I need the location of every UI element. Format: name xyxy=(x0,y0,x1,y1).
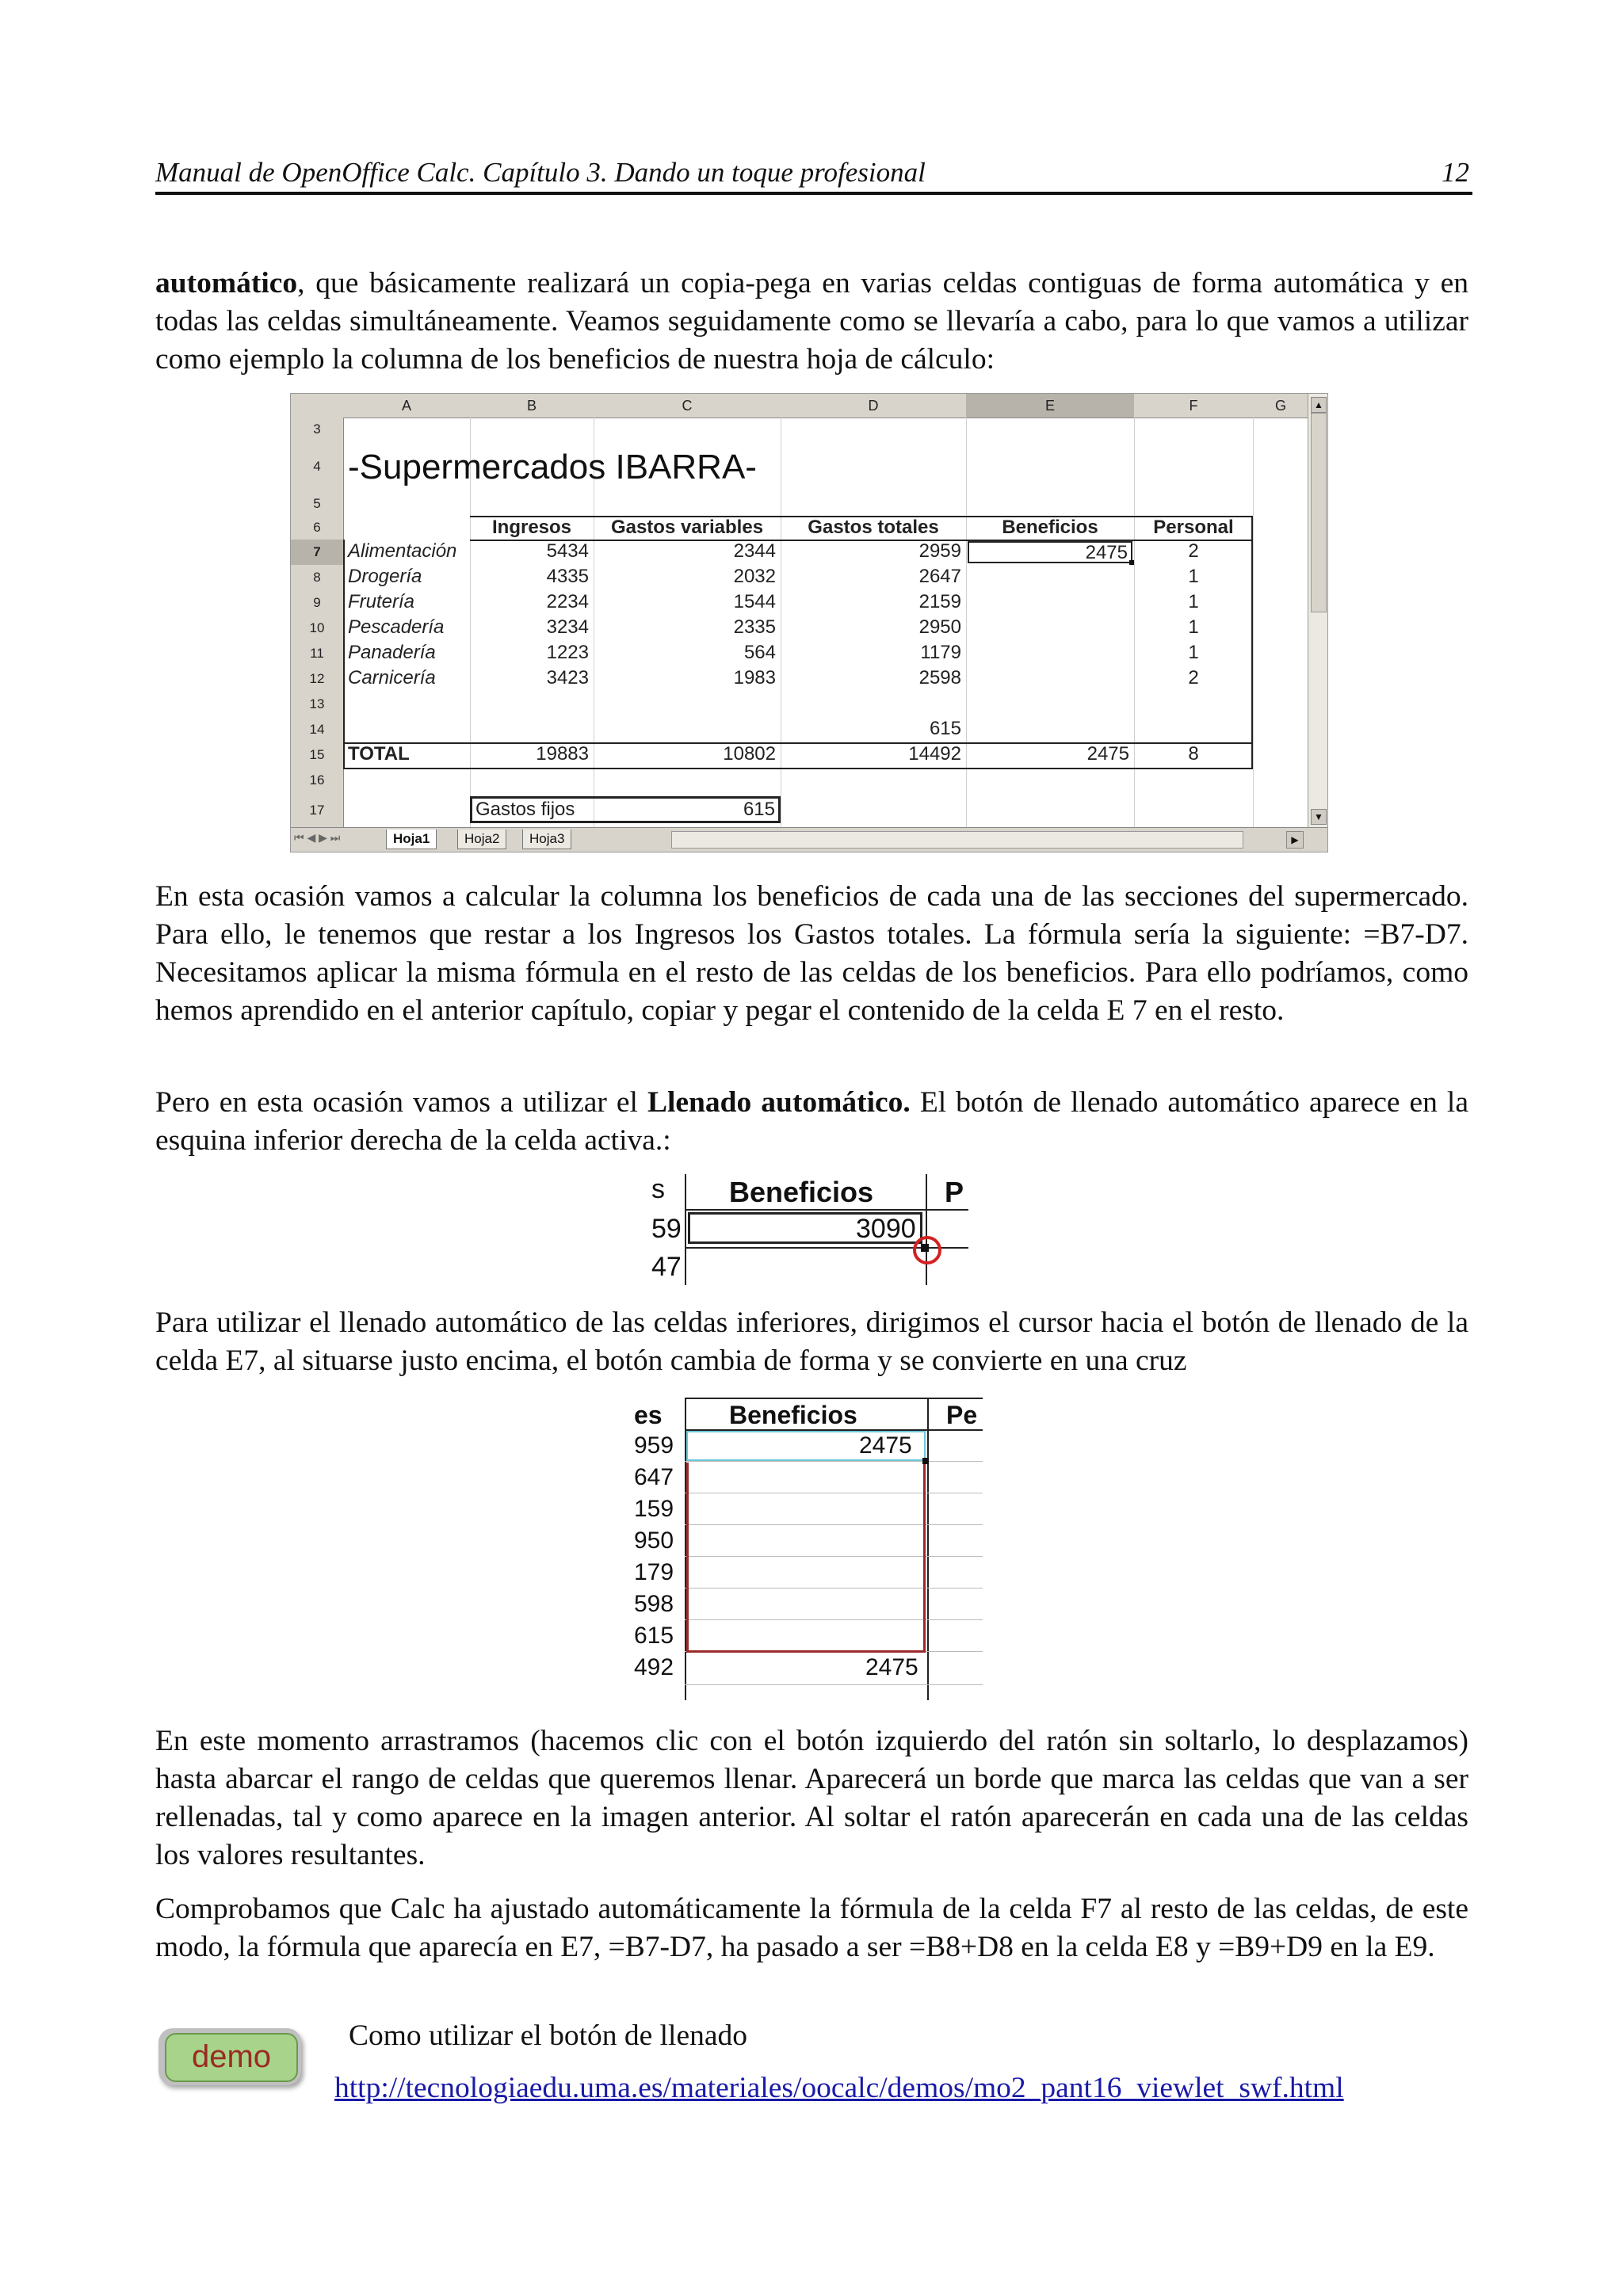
row-header: 3 xyxy=(291,418,344,442)
row-header: 4 xyxy=(291,441,344,493)
cell-personal: 1 xyxy=(1188,566,1199,587)
demo-link[interactable]: http://tecnologiaedu.uma.es/materiales/oocalc/demos/mo2_pant16_viewlet_swf.html xyxy=(334,2072,1344,2104)
row-header: 10 xyxy=(291,616,344,642)
header-cell: Gastos totales xyxy=(808,517,939,538)
cell-ingresos: 3423 xyxy=(546,667,589,688)
header-cell: Ingresos xyxy=(491,517,572,538)
cell-gastos-fijos-ref: 615 xyxy=(929,718,961,739)
beneficios-header: Beneficios xyxy=(729,1176,874,1208)
total-beneficios: 2475 xyxy=(1086,743,1129,765)
active-cell-value: 2475 xyxy=(859,1432,912,1459)
demo-caption: Como utilizar el botón de llenado xyxy=(349,2019,748,2052)
cell-gastos-totales: 2950 xyxy=(918,616,961,638)
row-header: 9 xyxy=(291,590,344,616)
total-label: TOTAL xyxy=(348,743,410,765)
page-number: 12 xyxy=(1442,157,1469,188)
row-label: Frutería xyxy=(348,591,415,612)
left-edge-text: s xyxy=(651,1174,665,1204)
cell-ingresos: 5434 xyxy=(546,540,589,562)
cell-ingresos: 3234 xyxy=(546,616,589,638)
tab-hoja2[interactable]: Hoja2 xyxy=(457,830,506,849)
tab-hoja1[interactable]: Hoja1 xyxy=(386,830,437,849)
scroll-up-icon[interactable]: ▲ xyxy=(1311,397,1327,413)
sheet-title: -Supermercados IBARRA- xyxy=(348,448,757,486)
fill-range-border xyxy=(686,1463,926,1653)
grid-line xyxy=(685,1684,983,1685)
total-gastos-variables: 10802 xyxy=(723,743,776,765)
left-value: 492 xyxy=(634,1654,674,1680)
left-value: 179 xyxy=(634,1559,674,1585)
col-header-e: E xyxy=(966,394,1135,418)
bold-term: automático xyxy=(155,267,298,299)
active-cell-value: 3090 xyxy=(856,1214,916,1244)
fill-handle[interactable] xyxy=(922,1458,929,1464)
paragraph-cursor: Para utilizar el llenado automático de las celdas inferiores, dirigimos el cursor hacia el botón de llenado de la celda E7, al situarse justo encima, el botón cambia de forma y se convierte en una cruz xyxy=(155,1306,1468,1377)
cell-personal: 1 xyxy=(1188,642,1199,663)
cell-gastos-variables: 2032 xyxy=(733,566,776,587)
row-header: 12 xyxy=(291,666,344,692)
row-header: 13 xyxy=(291,692,344,718)
fill-handle[interactable] xyxy=(921,1244,929,1252)
paragraph-drag: En este momento arrastramos (hacemos clic con el botón izquierdo del ratón sin soltarlo, lo desplazamos) hasta abarcar el rango de celdas que queremos llenar. Aparecerá un borde que marca las celdas que van a ser rellenadas, tal y como aparece en la imagen anterior. Al soltar el ratón aparecerán en cada una de las celdas los valores resultantes. xyxy=(155,1725,1468,1871)
row-header: 14 xyxy=(291,717,344,743)
cell-gastos-totales: 2647 xyxy=(918,566,961,587)
row-header: 5 xyxy=(291,492,344,517)
bold-term: Llenado automático. xyxy=(647,1086,911,1119)
col-header-f: F xyxy=(1134,394,1254,418)
paragraph-text: , que básicamente realizará un copia-pega en varias celdas contiguas de forma automática y en todas las celdas simultáneamente. Veamos seguidamente como se llevaría a cabo, para lo que vamos a utilizar como ejemplo la columna de los beneficios de nuestra hoja de cálculo: xyxy=(155,267,1468,376)
left-value: 959 xyxy=(634,1432,674,1459)
page-header xyxy=(155,154,1472,195)
table-border xyxy=(1251,516,1253,769)
cell-ingresos: 2234 xyxy=(546,591,589,612)
paragraph-explanation: En esta ocasión vamos a calcular la columna los beneficios de cada una de las secciones del supermercado. Para ello, le tenemos que restar a los Ingresos los Gastos totales. La fórmula sería la siguiente: =B7-D7. Necesitamos aplicar la misma fórmula en el resto de las celdas de los beneficios. Para ello podríamos, como hemos aprendido en el anterior capítulo, copiar y pegar el contenido de la celda E 7 en el resto. xyxy=(155,880,1468,1027)
cell-personal: 2 xyxy=(1188,667,1199,688)
cell-personal: 2 xyxy=(1188,540,1199,562)
row-label: Pescadería xyxy=(348,616,445,638)
right-header: Pe xyxy=(946,1401,978,1429)
row-header: 11 xyxy=(291,641,344,667)
demo-button[interactable] xyxy=(158,2028,301,2085)
paragraph-llenado xyxy=(155,1084,1468,1160)
header-cell: Gastos variables xyxy=(610,517,764,538)
cell-gastos-variables: 564 xyxy=(743,642,776,663)
grid-line xyxy=(1134,418,1135,828)
fill-handle[interactable] xyxy=(1129,560,1134,565)
left-value: 159 xyxy=(634,1496,674,1522)
cell-gastos-variables: 2335 xyxy=(733,616,776,638)
gastos-fijos-box xyxy=(470,796,781,823)
total-value: 2475 xyxy=(865,1654,918,1680)
corner-header xyxy=(291,394,344,418)
row-header: 8 xyxy=(291,565,344,591)
scroll-right-icon[interactable]: ▶ xyxy=(1286,831,1304,849)
total-ingresos: 19883 xyxy=(536,743,589,765)
left-header: es xyxy=(634,1401,663,1429)
left-value: 647 xyxy=(634,1464,674,1490)
grid-line xyxy=(926,1174,927,1285)
row-label: Alimentación xyxy=(348,540,457,562)
left-value: 615 xyxy=(634,1623,674,1649)
row-header: 6 xyxy=(291,516,344,540)
row-header: 15 xyxy=(291,742,344,769)
col-header-a: A xyxy=(343,394,471,418)
row-header: 17 xyxy=(291,793,344,829)
header-title: Manual de OpenOffice Calc. Capítulo 3. Dando un toque profesional xyxy=(155,157,926,188)
paragraph-formula: Comprobamos que Calc ha ajustado automáticamente la fórmula de la celda F7 al resto de las celdas, de este modo, la fórmula que aparecía en E7, =B7-D7, ha pasado a ser =B8+D8 en la celda E8 y =B9+D9 en la E9. xyxy=(155,1893,1468,1963)
gastos-fijos-label: Gastos fijos xyxy=(475,799,575,820)
cell-ingresos: 1223 xyxy=(546,642,589,663)
total-gastos-totales: 14492 xyxy=(908,743,961,765)
row-label: Drogería xyxy=(348,566,422,587)
header-cell: Personal xyxy=(1153,517,1234,538)
cell-gastos-totales: 2598 xyxy=(918,667,961,688)
cell-personal: 1 xyxy=(1188,616,1199,638)
left-value: 950 xyxy=(634,1527,674,1554)
tab-hoja3[interactable]: Hoja3 xyxy=(522,830,571,849)
table-border xyxy=(343,768,1253,769)
grid-line xyxy=(966,418,967,828)
right-edge-text: P xyxy=(945,1176,964,1208)
fill-handle-screenshot xyxy=(651,1174,968,1285)
grid-line xyxy=(685,1209,968,1211)
grid-line xyxy=(1253,418,1254,828)
grid-line xyxy=(927,1398,929,1700)
left-value: 598 xyxy=(634,1591,674,1617)
active-cell-beneficios: 2475 xyxy=(968,541,1132,563)
gastos-fijos-value: 615 xyxy=(743,799,775,820)
row-label: Carnicería xyxy=(348,667,436,688)
cell-gastos-totales: 1179 xyxy=(920,642,961,663)
grid-line xyxy=(685,1174,686,1285)
col-header-b: B xyxy=(470,394,594,418)
cell-ingresos: 4335 xyxy=(546,566,589,587)
vertical-scrollbar[interactable] xyxy=(1308,394,1327,828)
cell-gastos-variables: 1544 xyxy=(733,591,776,612)
demo-button-label: demo xyxy=(165,2033,298,2082)
grid-line xyxy=(685,1398,983,1399)
horizontal-scrollbar[interactable] xyxy=(671,831,1243,849)
left-value: 59 xyxy=(651,1214,682,1244)
row-label: Panadería xyxy=(348,642,436,663)
paragraph-text: Pero en esta ocasión vamos a utilizar el xyxy=(155,1086,647,1119)
sheet-tabs-bar xyxy=(291,827,1327,852)
col-header-c: C xyxy=(594,394,781,418)
beneficios-header: Beneficios xyxy=(729,1401,857,1429)
col-header-d: D xyxy=(781,394,967,418)
row-header: 16 xyxy=(291,768,344,794)
row-header: 7 xyxy=(291,540,344,566)
left-value: 47 xyxy=(651,1252,682,1282)
col-header-g: G xyxy=(1253,394,1309,418)
paragraph-intro xyxy=(155,265,1468,379)
tab-nav-icon[interactable]: ⏮ ◀ ▶ ⏭ xyxy=(294,831,341,844)
paragraph-text: El botón de llenado automático aparece en la esquina inferior derecha de la celda activa.: xyxy=(155,1086,1468,1157)
cell-gastos-totales: 2959 xyxy=(918,540,961,562)
spreadsheet-screenshot xyxy=(290,393,1328,852)
fill-range-screenshot xyxy=(634,1398,983,1700)
cell-gastos-variables: 1983 xyxy=(733,667,776,688)
cell-gastos-variables: 2344 xyxy=(733,540,776,562)
scroll-thumb[interactable] xyxy=(1311,413,1327,612)
grid-line xyxy=(685,1461,983,1462)
total-personal: 8 xyxy=(1188,743,1199,765)
cell-personal: 1 xyxy=(1188,591,1199,612)
header-cell: Beneficios xyxy=(1002,517,1098,538)
scroll-down-icon[interactable]: ▼ xyxy=(1311,809,1327,825)
cell-gastos-totales: 2159 xyxy=(918,591,961,612)
